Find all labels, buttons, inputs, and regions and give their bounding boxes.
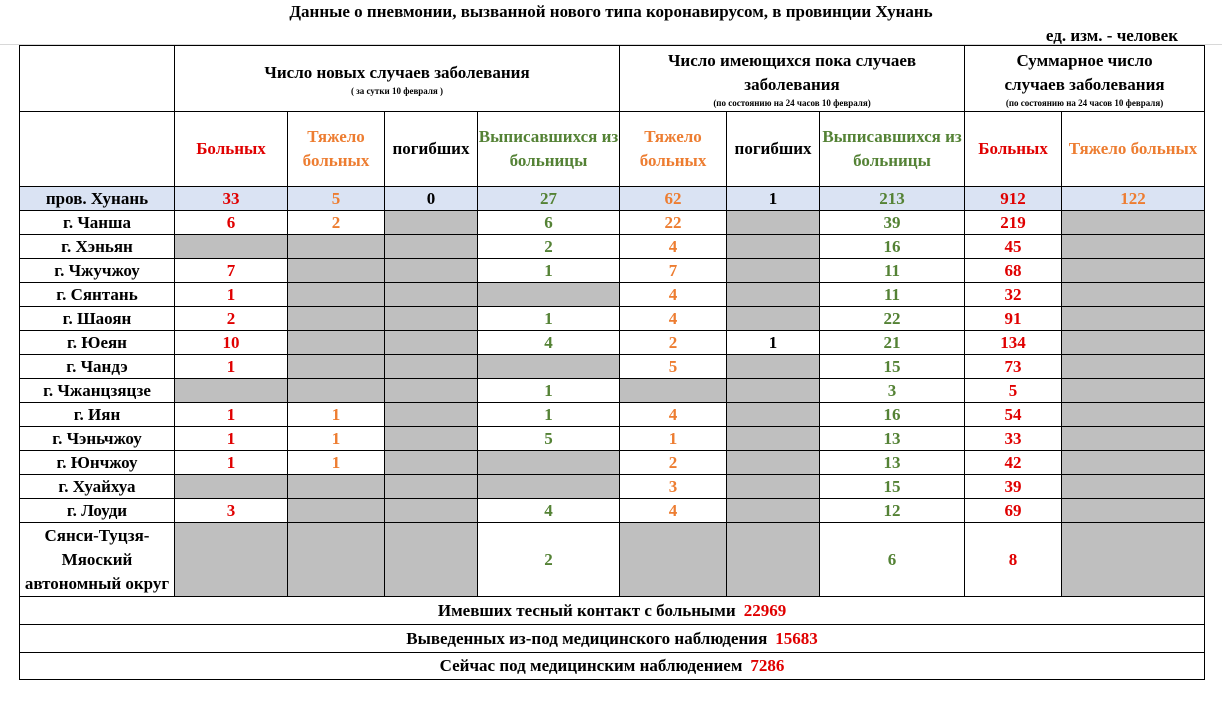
cell-new-severe — [288, 331, 385, 355]
cell-cur-discharged: 6 — [820, 523, 965, 597]
table-row — [20, 451, 1205, 475]
cell-tot-patients: 32 — [965, 283, 1062, 307]
table-row — [20, 331, 1205, 355]
region-name: г. Иян — [20, 403, 175, 427]
cell-tot-patients: 73 — [965, 355, 1062, 379]
cell-new-deaths — [385, 259, 478, 283]
cell-cur-discharged: 11 — [820, 259, 965, 283]
cell-new-severe: 1 — [288, 451, 385, 475]
cell-new-discharged: 4 — [478, 499, 620, 523]
table-row — [20, 403, 1205, 427]
footer-contacts-value: 22969 — [743, 600, 787, 620]
group-new-header — [175, 46, 620, 112]
cell-tot-severe — [1062, 403, 1205, 427]
cell-tot-severe — [1062, 523, 1205, 597]
cell-cur-discharged: 22 — [820, 307, 965, 331]
page-title: Данные о пневмонии, вызванной нового типа коронавирусом, в провинции Хунань — [289, 2, 933, 21]
cell-new-discharged — [478, 475, 620, 499]
cell-new-discharged — [478, 355, 620, 379]
cell-cur-deaths — [727, 523, 820, 597]
cell-cur-deaths — [727, 307, 820, 331]
col-new-patients: Больных — [175, 112, 288, 187]
cell-cur-severe: 2 — [620, 451, 727, 475]
cell-tot-patients: 69 — [965, 499, 1062, 523]
cell-new-discharged: 5 — [478, 427, 620, 451]
cell-new-deaths — [385, 235, 478, 259]
footer-released-label: Выведенных из-под медицинского наблюдения — [406, 628, 768, 648]
cell-tot-patients: 5 — [965, 379, 1062, 403]
cell-cur-severe: 4 — [620, 235, 727, 259]
cell-new-patients: 2 — [175, 307, 288, 331]
cell-cur-deaths — [727, 259, 820, 283]
cell-tot-severe — [1062, 235, 1205, 259]
cell-cur-discharged: 15 — [820, 355, 965, 379]
cell-cur-deaths — [727, 235, 820, 259]
cell-new-severe: 1 — [288, 427, 385, 451]
cell-tot-severe — [1062, 211, 1205, 235]
cell-cur-discharged: 16 — [820, 235, 965, 259]
table-row — [20, 523, 1205, 597]
cell-cur-deaths — [727, 379, 820, 403]
cell-tot-severe: 122 — [1062, 187, 1205, 211]
cell-cur-severe — [620, 523, 727, 597]
col-tot-severe: Тяжело больных — [1062, 112, 1205, 187]
cell-new-discharged — [478, 451, 620, 475]
cell-new-discharged: 6 — [478, 211, 620, 235]
cell-new-patients: 7 — [175, 259, 288, 283]
cell-cur-discharged: 16 — [820, 403, 965, 427]
cell-new-patients — [175, 379, 288, 403]
cell-cur-severe: 3 — [620, 475, 727, 499]
cell-tot-patients: 912 — [965, 187, 1062, 211]
group-total-note: (по состоянию на 24 часов 10 февраля) — [1005, 97, 1164, 108]
cell-new-discharged: 1 — [478, 379, 620, 403]
data-table — [19, 45, 1205, 680]
cell-cur-discharged: 13 — [820, 451, 965, 475]
footer-rows — [20, 597, 1205, 680]
cell-new-deaths — [385, 451, 478, 475]
cell-tot-severe — [1062, 355, 1205, 379]
cell-tot-severe — [1062, 259, 1205, 283]
cell-new-deaths — [385, 211, 478, 235]
cell-new-severe — [288, 475, 385, 499]
cell-new-severe — [288, 499, 385, 523]
region-name: г. Юеян — [20, 331, 175, 355]
cell-cur-discharged: 3 — [820, 379, 965, 403]
cell-new-severe — [288, 355, 385, 379]
footer-observed-value: 7286 — [750, 656, 785, 675]
group-current-label: Число имеющихся пока случаев заболевания — [667, 50, 917, 94]
cell-new-deaths — [385, 379, 478, 403]
col-new-severe: Тяжело больных — [288, 112, 385, 187]
cell-cur-discharged: 12 — [820, 499, 965, 523]
cell-tot-severe — [1062, 451, 1205, 475]
cell-tot-patients: 8 — [965, 523, 1062, 597]
cell-tot-severe — [1062, 499, 1205, 523]
table-row — [20, 379, 1205, 403]
region-name: г. Хуайхуа — [20, 475, 175, 499]
cell-tot-patients: 134 — [965, 331, 1062, 355]
cell-cur-discharged: 11 — [820, 283, 965, 307]
cell-new-deaths — [385, 475, 478, 499]
group-header-row — [20, 46, 1205, 112]
region-name: г. Чандэ — [20, 355, 175, 379]
region-name: Сянси-Туцзя-Мяоский автономный округ — [20, 523, 175, 597]
table-row — [20, 475, 1205, 499]
cell-new-discharged — [478, 283, 620, 307]
region-name: г. Чжучжоу — [20, 259, 175, 283]
cell-new-deaths — [385, 283, 478, 307]
cell-cur-deaths — [727, 211, 820, 235]
footer-released-value: 15683 — [775, 628, 818, 648]
cell-cur-severe: 1 — [620, 427, 727, 451]
table-row — [20, 187, 1205, 211]
cell-tot-severe — [1062, 379, 1205, 403]
cell-new-patients — [175, 523, 288, 597]
cell-new-patients: 10 — [175, 331, 288, 355]
table-row — [20, 259, 1205, 283]
group-new-label: Число новых случаев заболевания — [264, 62, 530, 82]
cell-tot-patients: 54 — [965, 403, 1062, 427]
region-name: г. Шаоян — [20, 307, 175, 331]
cell-cur-deaths — [727, 475, 820, 499]
cell-tot-patients: 91 — [965, 307, 1062, 331]
table-row — [20, 211, 1205, 235]
cell-new-severe — [288, 307, 385, 331]
cell-tot-patients: 33 — [965, 427, 1062, 451]
cell-cur-severe: 62 — [620, 187, 727, 211]
cell-new-patients — [175, 475, 288, 499]
cell-new-discharged: 2 — [478, 523, 620, 597]
cell-new-patients: 3 — [175, 499, 288, 523]
cell-cur-deaths — [727, 427, 820, 451]
group-total-label: Суммарное число случаев заболевания — [1004, 50, 1165, 94]
group-current-note: (по состоянию на 24 часов 10 февраля) — [713, 97, 871, 108]
group-new-note: ( за сутки 10 февраля ) — [350, 85, 444, 96]
data-rows — [20, 187, 1205, 597]
cell-cur-severe: 2 — [620, 331, 727, 355]
cell-cur-discharged: 39 — [820, 211, 965, 235]
table-row — [20, 355, 1205, 379]
cell-new-patients: 1 — [175, 283, 288, 307]
table-row — [20, 427, 1205, 451]
col-cur-deaths: погибших — [727, 112, 820, 187]
region-name: г. Хэньян — [20, 235, 175, 259]
cell-tot-severe — [1062, 331, 1205, 355]
cell-new-patients: 1 — [175, 403, 288, 427]
region-name: г. Чэньчжоу — [20, 427, 175, 451]
col-cur-severe: Тяжело больных — [620, 112, 727, 187]
region-name: г. Чанша — [20, 211, 175, 235]
cell-cur-deaths: 1 — [727, 187, 820, 211]
corner-cell-2 — [20, 112, 175, 187]
cell-new-severe — [288, 523, 385, 597]
cell-cur-discharged: 15 — [820, 475, 965, 499]
cell-tot-patients: 42 — [965, 451, 1062, 475]
table-row — [20, 235, 1205, 259]
unit-label: ед. изм. - человек — [1045, 26, 1178, 45]
cell-new-deaths — [385, 499, 478, 523]
col-new-discharged: Выписавшихся из больницы — [478, 112, 620, 187]
cell-new-deaths — [385, 403, 478, 427]
cell-cur-deaths — [727, 355, 820, 379]
group-current-header — [620, 46, 965, 112]
cell-new-discharged: 1 — [478, 403, 620, 427]
cell-new-patients — [175, 235, 288, 259]
cell-new-discharged: 2 — [478, 235, 620, 259]
cell-new-severe — [288, 235, 385, 259]
cell-new-deaths — [385, 427, 478, 451]
table-row — [20, 307, 1205, 331]
footer-contacts-label: Имевших тесный контакт с больными — [437, 600, 736, 620]
cell-new-severe — [288, 379, 385, 403]
cell-new-deaths — [385, 355, 478, 379]
cell-tot-severe — [1062, 475, 1205, 499]
cell-new-patients: 1 — [175, 427, 288, 451]
cell-cur-deaths — [727, 283, 820, 307]
footer-row-observed — [20, 653, 1205, 680]
cell-cur-severe: 5 — [620, 355, 727, 379]
cell-cur-severe: 7 — [620, 259, 727, 283]
cell-cur-discharged: 13 — [820, 427, 965, 451]
cell-new-deaths — [385, 307, 478, 331]
cell-tot-patients: 39 — [965, 475, 1062, 499]
corner-cell — [20, 46, 175, 112]
footer-row-contacts — [20, 597, 1205, 625]
footer-row-released — [20, 625, 1205, 653]
cell-new-patients: 1 — [175, 451, 288, 475]
cell-new-severe: 1 — [288, 403, 385, 427]
table-row — [20, 283, 1205, 307]
cell-new-patients: 33 — [175, 187, 288, 211]
cell-tot-severe — [1062, 307, 1205, 331]
region-name: г. Юнчжоу — [20, 451, 175, 475]
cell-new-severe — [288, 283, 385, 307]
cell-new-deaths — [385, 523, 478, 597]
cell-new-discharged: 27 — [478, 187, 620, 211]
cell-new-discharged: 1 — [478, 307, 620, 331]
cell-cur-severe: 4 — [620, 403, 727, 427]
cell-tot-patients: 45 — [965, 235, 1062, 259]
cell-new-discharged: 4 — [478, 331, 620, 355]
cell-new-deaths: 0 — [385, 187, 478, 211]
cell-cur-severe: 4 — [620, 307, 727, 331]
cell-new-severe: 2 — [288, 211, 385, 235]
cell-cur-discharged: 213 — [820, 187, 965, 211]
cell-cur-severe — [620, 379, 727, 403]
cell-new-deaths — [385, 331, 478, 355]
cell-cur-deaths: 1 — [727, 331, 820, 355]
cell-new-patients: 1 — [175, 355, 288, 379]
cell-cur-severe: 4 — [620, 283, 727, 307]
table-row — [20, 499, 1205, 523]
cell-new-patients: 6 — [175, 211, 288, 235]
col-tot-patients: Больных — [965, 112, 1062, 187]
region-name: г. Сянтань — [20, 283, 175, 307]
col-cur-discharged: Выписавшихся из больницы — [820, 112, 965, 187]
cell-new-severe — [288, 259, 385, 283]
cell-tot-severe — [1062, 283, 1205, 307]
cell-cur-severe: 4 — [620, 499, 727, 523]
cell-cur-deaths — [727, 499, 820, 523]
cell-new-severe: 5 — [288, 187, 385, 211]
cell-new-discharged: 1 — [478, 259, 620, 283]
cell-cur-deaths — [727, 403, 820, 427]
cell-tot-patients: 68 — [965, 259, 1062, 283]
cell-cur-discharged: 21 — [820, 331, 965, 355]
cell-tot-patients: 219 — [965, 211, 1062, 235]
col-new-deaths: погибших — [385, 112, 478, 187]
region-name: пров. Хунань — [20, 187, 175, 211]
group-total-header — [965, 46, 1205, 112]
cell-cur-severe: 22 — [620, 211, 727, 235]
region-name: г. Чжанцзяцзе — [20, 379, 175, 403]
footer-observed-label: Сейчас под медицинским наблюдением — [439, 656, 743, 675]
region-name: г. Лоуди — [20, 499, 175, 523]
subheader-row — [20, 112, 1205, 187]
cell-tot-severe — [1062, 427, 1205, 451]
cell-cur-deaths — [727, 451, 820, 475]
